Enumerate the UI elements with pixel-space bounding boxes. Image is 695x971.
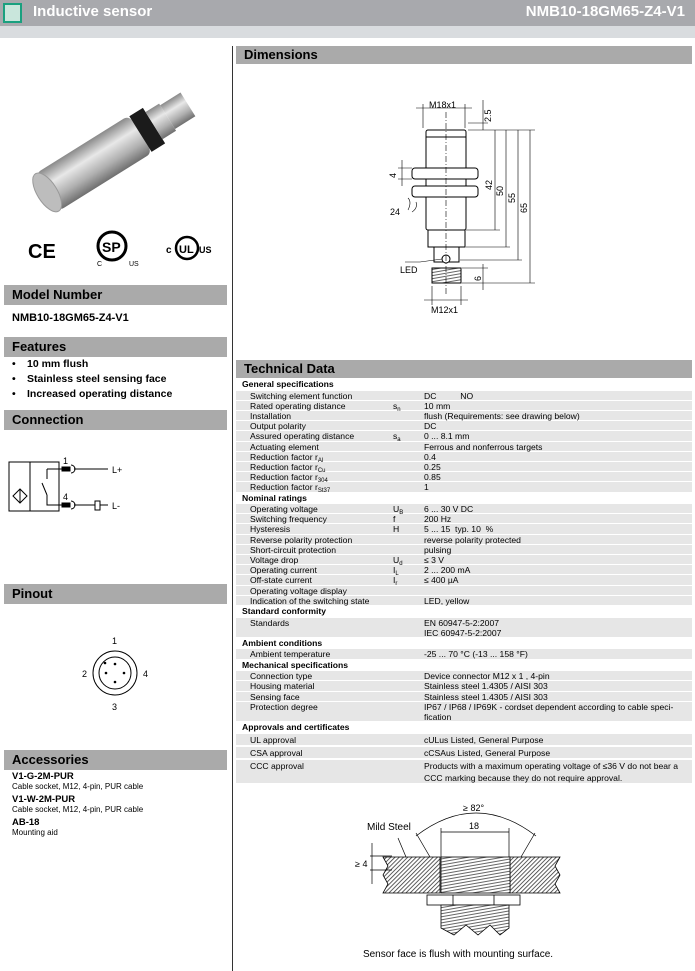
tech-value <box>424 555 692 565</box>
tech-label-sub: 304 <box>317 478 328 485</box>
svg-text:c: c <box>166 245 172 256</box>
header-subbar <box>0 26 695 38</box>
tech-label <box>236 734 393 746</box>
tech-row <box>236 472 692 485</box>
tech-value-line: DC <box>424 421 437 432</box>
tech-row <box>236 671 692 681</box>
tech-row <box>236 431 692 444</box>
tech-row <box>236 702 692 722</box>
tech-value-line: 0.25 <box>424 461 441 472</box>
tech-value <box>424 524 692 534</box>
tech-label <box>236 555 393 565</box>
tech-label-text: CSA approval <box>250 747 303 758</box>
mounting-angle: ≥ 82° <box>463 803 485 813</box>
tech-value-line: Stainless steel 1.4305 / AISI 303 <box>424 681 548 692</box>
pinout-1: 1 <box>112 636 118 646</box>
tech-label <box>236 524 393 534</box>
tech-value <box>424 575 692 585</box>
dimension-drawing <box>398 100 535 305</box>
tech-label <box>236 702 393 722</box>
tech-symbol <box>393 545 424 555</box>
mounting-caption: Sensor face is flush with mounting surface. <box>362 949 554 960</box>
technical-data-table <box>236 379 692 785</box>
tech-row <box>236 596 692 606</box>
tech-row <box>236 391 692 401</box>
tech-value-line: ≤ 400 µA <box>424 575 459 586</box>
tech-row <box>236 649 692 659</box>
tech-row <box>236 734 692 746</box>
tech-symbol <box>393 747 424 759</box>
mounting-material: Mild Steel <box>367 822 411 833</box>
mounting-drawing <box>370 813 560 935</box>
tech-label-text: Switching element function <box>250 390 353 401</box>
tech-value <box>424 681 692 691</box>
tech-value <box>424 442 692 452</box>
tech-symbol-sub: B <box>399 510 404 517</box>
tech-value-line: 6 ... 30 V DC <box>424 504 474 515</box>
tech-label-text: Actuating element <box>250 441 319 452</box>
header-model: NMB10-18GM65-Z4-V1 <box>525 3 685 20</box>
pin-1-label: 1 <box>63 456 69 466</box>
tech-label-text: Short-circuit protection <box>250 544 336 555</box>
tech-label <box>236 391 393 401</box>
tech-label <box>236 649 393 659</box>
tech-row <box>236 401 692 411</box>
tech-symbol <box>393 575 424 588</box>
tech-value <box>424 545 692 555</box>
tech-section-title: Approvals and certificates <box>236 722 692 734</box>
tech-symbol-text: U <box>393 555 400 566</box>
tech-symbol <box>393 649 424 659</box>
tech-label-text: Operating voltage display <box>250 585 347 596</box>
dim-50: 50 <box>495 185 505 196</box>
dim-thread-bottom: M12x1 <box>431 305 459 315</box>
tech-value <box>424 411 692 421</box>
tech-symbol-text: I <box>393 575 396 586</box>
tech-symbol <box>393 681 424 691</box>
tech-label-text: Switching frequency <box>250 514 327 525</box>
tech-symbol <box>393 472 424 482</box>
tech-row <box>236 514 692 524</box>
tech-value-line: 200 Hz <box>424 514 452 525</box>
tech-value-line: 0 ... 8.1 mm <box>424 431 470 442</box>
ul-logo <box>166 237 212 259</box>
tech-section-title: Mechanical specifications <box>236 660 692 672</box>
tech-symbol <box>393 565 424 578</box>
pinout-diagram <box>93 651 137 695</box>
mounting-width: 18 <box>469 821 480 831</box>
tech-symbol <box>393 555 424 568</box>
tech-label-text: Reduction factor r <box>250 472 318 483</box>
tech-label <box>236 671 393 681</box>
tech-symbol <box>393 618 424 638</box>
feature-item: • Stainless steel sensing face <box>12 373 166 385</box>
tech-value <box>424 391 692 401</box>
csa-logo <box>97 232 139 268</box>
tech-label <box>236 618 393 638</box>
tech-label <box>236 545 393 555</box>
tech-label <box>236 504 393 514</box>
pinout-4: 4 <box>143 669 149 679</box>
tech-value <box>424 702 692 722</box>
dim-4: 4 <box>388 172 398 178</box>
tech-label <box>236 462 393 472</box>
tech-label-text: Voltage drop <box>250 555 299 566</box>
svg-text:UL: UL <box>179 244 194 256</box>
tech-value <box>424 747 692 759</box>
tech-symbol <box>393 734 424 746</box>
tech-row <box>236 575 692 588</box>
tech-symbol <box>393 482 424 492</box>
dim-6: 6 <box>473 275 483 281</box>
tech-label-text: CCC approval <box>250 760 304 771</box>
tech-row <box>236 442 692 452</box>
tech-label <box>236 565 396 576</box>
feature-item: • Increased operating distance <box>12 388 172 400</box>
tech-row <box>236 681 692 691</box>
tech-label <box>236 535 393 545</box>
tech-value-line: Stainless steel 1.4305 / AISI 303 <box>424 691 548 702</box>
tech-value-line: Products with a maximum operating voltage of ≤36 V do not bear a <box>424 760 679 771</box>
tech-label-sub: St37 <box>317 488 331 495</box>
dim-thread-top: M18x1 <box>429 100 457 110</box>
tech-symbol-sub: L <box>395 571 399 578</box>
tech-row <box>236 411 692 421</box>
tech-row <box>236 747 692 759</box>
tech-symbol <box>393 514 424 524</box>
tech-label-text: Sensing face <box>250 691 300 702</box>
section-technical-data: Technical Data <box>236 360 692 378</box>
tech-value <box>424 482 692 492</box>
tech-label <box>236 421 393 431</box>
tech-row <box>236 535 692 545</box>
tech-label-text: Output polarity <box>250 421 306 432</box>
tech-label <box>236 401 393 411</box>
tech-symbol <box>393 431 424 444</box>
tech-row <box>236 692 692 702</box>
tech-label-text: Standards <box>250 617 290 628</box>
tech-symbol-sub: d <box>399 561 403 568</box>
tech-label-text: Operating current <box>250 565 317 576</box>
tech-value-line: ≤ 3 V <box>424 555 445 566</box>
tech-value <box>424 421 692 431</box>
tech-symbol <box>393 421 424 431</box>
tech-value-line: LED, yellow <box>424 595 470 606</box>
tech-symbol-text: I <box>393 565 396 576</box>
tech-symbol <box>393 524 424 534</box>
tech-symbol <box>393 586 424 596</box>
tech-value <box>424 514 692 524</box>
tech-symbol <box>393 692 424 702</box>
tech-row <box>236 618 692 638</box>
tech-row <box>236 452 692 462</box>
header-bar <box>0 0 695 26</box>
tech-label-text: Reduction factor r <box>250 482 318 493</box>
accessory-name[interactable]: V1-G-2M-PUR <box>12 771 74 782</box>
tech-row <box>236 545 692 555</box>
accessory-desc: Cable socket, M12, 4-pin, PUR cable <box>12 782 144 791</box>
tech-symbol <box>393 462 424 472</box>
tech-symbol-sub: n <box>397 406 401 413</box>
tech-value-line: 2 ... 200 mA <box>424 565 471 576</box>
tech-value-line: fication <box>424 711 452 722</box>
tech-value-line: cCSAus Listed, General Purpose <box>424 747 551 758</box>
tech-label <box>236 514 396 525</box>
tech-value <box>424 504 692 514</box>
tech-label-text: UL approval <box>250 734 297 745</box>
tech-value-line: Ferrous and nonferrous targets <box>424 441 543 452</box>
pinout-2: 2 <box>82 669 88 679</box>
tech-section-title: Ambient conditions <box>236 638 692 650</box>
tech-value <box>424 452 692 462</box>
accessory-name[interactable]: AB-18 <box>12 817 40 828</box>
tech-value <box>424 671 692 681</box>
dim-65: 65 <box>519 202 529 213</box>
tech-symbol-text: U <box>393 504 400 515</box>
tech-value-line: -25 ... 70 °C (-13 ... 158 °F) <box>424 649 528 660</box>
tech-label <box>236 747 393 759</box>
ce-logo: CE <box>28 241 56 263</box>
tech-row <box>236 504 692 517</box>
tech-label <box>236 482 393 495</box>
svg-text:US: US <box>199 245 212 255</box>
tech-value-line: 0.4 <box>424 451 436 462</box>
tech-value-line: 5 ... 15 typ. 10 % <box>424 524 494 535</box>
tech-row <box>236 565 692 578</box>
tech-label-sub: Cu <box>317 467 326 474</box>
tech-label <box>236 586 393 596</box>
tech-symbol-sub: a <box>397 437 401 444</box>
tech-label-text: Connection type <box>250 671 313 682</box>
tech-label <box>236 760 393 784</box>
product-image <box>27 86 200 217</box>
tech-symbol-text: f <box>393 514 396 525</box>
tech-value-line: 0.85 <box>424 472 441 483</box>
tech-value <box>424 565 692 575</box>
tech-label <box>236 681 393 691</box>
tech-label <box>236 692 393 702</box>
l-minus-label: L- <box>112 501 121 511</box>
tech-symbol <box>393 401 424 411</box>
tech-value <box>424 596 692 606</box>
tech-label-sub: Al <box>317 457 324 464</box>
dim-42: 42 <box>484 179 494 190</box>
pin-4-label: 4 <box>63 492 69 502</box>
section-accessories: Accessories <box>4 750 227 770</box>
pinout-3: 3 <box>112 702 118 712</box>
tech-label-text: Installation <box>250 410 292 421</box>
tech-section-title: Nominal ratings <box>236 493 692 505</box>
tech-value-line: pulsing <box>424 544 452 555</box>
tech-label-text: Off-state current <box>250 575 312 586</box>
tech-value-line: DC NO <box>424 390 474 401</box>
section-pinout: Pinout <box>4 584 227 604</box>
tech-value-line: CCC marking because they do not require approval. <box>424 772 623 783</box>
section-dimensions: Dimensions <box>236 46 692 64</box>
tech-value <box>424 401 692 411</box>
tech-value <box>424 535 692 545</box>
tech-symbol <box>393 671 424 681</box>
tech-symbol <box>393 411 424 421</box>
accessory-desc: Mounting aid <box>12 828 58 837</box>
tech-symbol <box>393 535 424 545</box>
tech-row <box>236 482 692 495</box>
tech-symbol-sub: r <box>395 581 398 588</box>
dim-wrench-24: 24 <box>390 207 401 217</box>
tech-label-text: Rated operating distance <box>250 400 346 411</box>
tech-value <box>424 586 692 596</box>
tech-symbol-text: s <box>393 431 398 442</box>
tech-value <box>424 618 692 638</box>
tech-label-text: Reduction factor r <box>250 461 318 472</box>
tech-value-line: IEC 60947-5-2:2007 <box>424 627 502 638</box>
tech-value <box>424 734 692 746</box>
tech-label <box>236 442 393 452</box>
section-features: Features <box>4 337 227 357</box>
tech-symbol <box>393 702 424 722</box>
accessory-name[interactable]: V1-W-2M-PUR <box>12 794 76 805</box>
tech-value-line: 10 mm <box>424 400 451 411</box>
tech-row <box>236 555 692 568</box>
dim-led: LED <box>400 265 418 275</box>
tech-section-title: General specifications <box>236 379 692 391</box>
tech-symbol <box>393 596 424 606</box>
tech-label-text: Operating voltage <box>250 504 318 515</box>
tech-value-line: cULus Listed, General Purpose <box>424 734 544 745</box>
tech-symbol <box>393 391 424 401</box>
tech-row <box>236 586 692 596</box>
model-number-value: NMB10-18GM65-Z4-V1 <box>12 312 129 324</box>
page-title: Inductive sensor <box>33 3 153 20</box>
tech-row <box>236 462 692 472</box>
tech-label-text: Indication of the switching state <box>250 595 370 606</box>
column-divider <box>232 46 233 971</box>
tech-label-text: Reverse polarity protection <box>250 534 353 545</box>
tech-value-line: EN 60947-5-2:2007 <box>424 617 500 628</box>
section-model-number: Model Number <box>4 285 227 305</box>
section-connection: Connection <box>4 410 227 430</box>
dim-2-5: 2.5 <box>483 109 493 122</box>
tech-value <box>424 649 692 659</box>
tech-label <box>236 452 393 462</box>
tech-label-text: Reduction factor r <box>250 451 318 462</box>
tech-label <box>236 411 393 421</box>
l-plus-label: L+ <box>112 465 123 475</box>
tech-value-line: reverse polarity protected <box>424 534 521 545</box>
tech-symbol <box>393 442 424 452</box>
tech-row <box>236 760 692 784</box>
tech-value <box>424 760 692 784</box>
dim-55: 55 <box>507 192 517 203</box>
tech-row <box>236 524 692 534</box>
svg-text:C: C <box>97 261 103 268</box>
tech-label <box>236 431 393 441</box>
tech-value <box>424 462 692 472</box>
svg-text:SP: SP <box>102 239 121 255</box>
tech-value-line: IP67 / IP68 / IP69K - cordset dependent according to cable speci- <box>424 701 674 712</box>
tech-label <box>236 596 393 606</box>
tech-symbol <box>393 504 424 517</box>
tech-label-text: Hysteresis <box>250 524 291 535</box>
connection-diagram <box>9 462 108 511</box>
mounting-thickness: ≥ 4 <box>355 859 368 869</box>
tech-section-title: Standard conformity <box>236 606 692 618</box>
tech-symbol-text: s <box>393 400 398 411</box>
tech-label-text: Assured operating distance <box>250 431 355 442</box>
tech-row <box>236 421 692 431</box>
tech-label-text: Protection degree <box>250 701 318 712</box>
brand-square-icon <box>3 3 22 23</box>
tech-label <box>236 472 393 485</box>
svg-text:US: US <box>129 261 139 268</box>
tech-label-text: Housing material <box>250 681 315 692</box>
tech-value-line: 1 <box>424 482 429 493</box>
tech-label <box>236 575 396 586</box>
tech-value-line: Device connector M12 x 1 , 4-pin <box>424 671 550 682</box>
tech-value-line: flush (Requirements: see drawing below) <box>424 410 580 421</box>
accessory-desc: Cable socket, M12, 4-pin, PUR cable <box>12 805 144 814</box>
tech-symbol <box>393 760 424 784</box>
feature-item: • 10 mm flush <box>12 358 88 370</box>
tech-label-text: Ambient temperature <box>250 649 331 660</box>
tech-value <box>424 472 692 482</box>
tech-value <box>424 692 692 702</box>
tech-symbol-text: H <box>393 524 400 535</box>
tech-value <box>424 431 692 441</box>
tech-symbol <box>393 452 424 462</box>
